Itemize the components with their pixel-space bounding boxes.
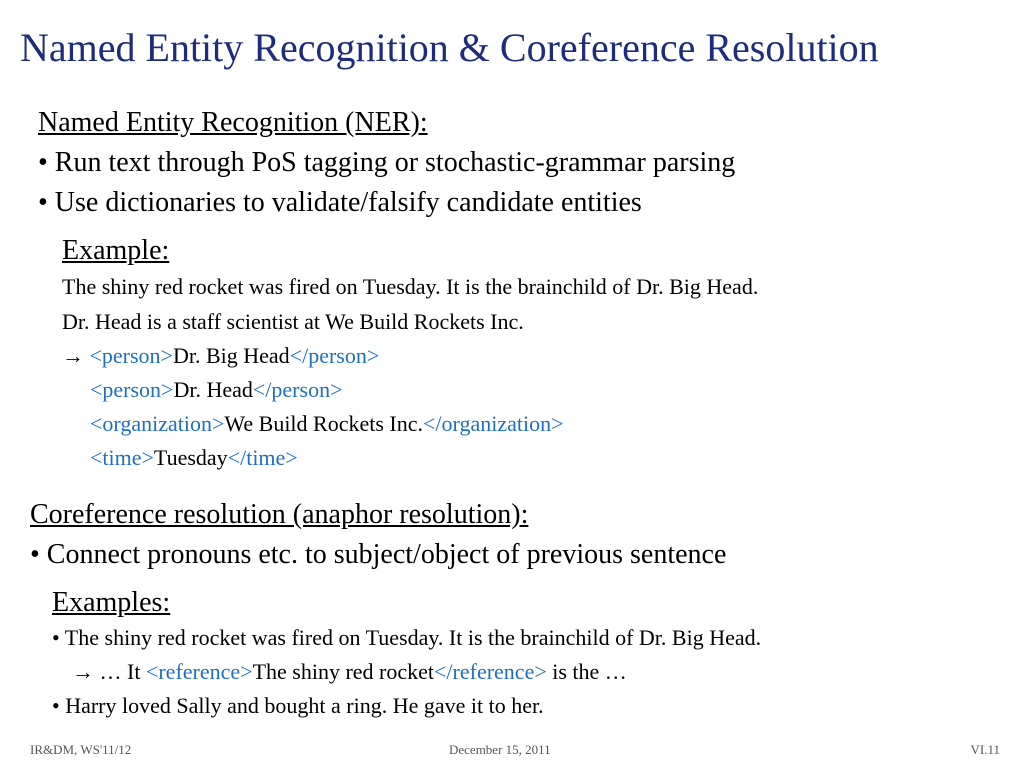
reference-text: The shiny red rocket [252, 659, 435, 684]
tag-open: <person> [90, 377, 174, 402]
ner-heading: Named Entity Recognition (NER): [38, 107, 428, 138]
entity-text: We Build Rockets Inc. [224, 411, 424, 436]
footer-right: VI.11 [970, 742, 1000, 757]
ner-annotation-4 [90, 444, 298, 472]
tag-open: <reference> [145, 659, 253, 684]
tag-open: <person> [89, 343, 173, 368]
arrow-icon: → [62, 343, 84, 368]
tag-close: </reference> [434, 659, 547, 684]
tag-open: <time> [90, 445, 154, 470]
ner-annotation-1 [62, 342, 379, 370]
footer-center: December 15, 2011 [449, 742, 551, 757]
coref-example-2: • Harry loved Sally and bought a ring. He gave it to her. [52, 693, 544, 718]
entity-text: Tuesday [153, 445, 228, 470]
result-prefix: … It [94, 659, 146, 684]
footer-left: IR&DM, WS'11/12 [30, 742, 132, 757]
ner-example-line-1: The shiny red rocket was fired on Tuesday. It is the brainchild of Dr. Big Head. [62, 274, 759, 299]
ner-example-heading: Example: [62, 235, 170, 266]
ner-bullet-1: • Run text through PoS tagging or stochastic-grammar parsing [38, 147, 736, 178]
tag-close: </person> [252, 377, 343, 402]
entity-text: Dr. Big Head [172, 343, 290, 368]
coref-examples-heading: Examples: [52, 587, 171, 618]
coref-example-1-result [72, 658, 627, 686]
tag-close: </person> [289, 343, 380, 368]
ner-example-line-2: Dr. Head is a staff scientist at We Build Rockets Inc. [62, 309, 524, 334]
slide-title: Named Entity Recognition & Coreference Resolution [20, 25, 879, 70]
coref-bullet: • Connect pronouns etc. to subject/object of previous sentence [30, 539, 727, 570]
arrow-icon: → [72, 659, 94, 684]
ner-bullet-2: • Use dictionaries to validate/falsify candidate entities [38, 187, 642, 218]
tag-close: </time> [227, 445, 298, 470]
tag-open: <organization> [90, 411, 225, 436]
coref-heading: Coreference resolution (anaphor resolution): [30, 499, 529, 530]
tag-close: </organization> [423, 411, 564, 436]
entity-text: Dr. Head [173, 377, 253, 402]
ner-annotation-3 [90, 410, 564, 438]
result-suffix: is the … [546, 659, 627, 684]
coref-example-1: • The shiny red rocket was fired on Tuesday. It is the brainchild of Dr. Big Head. [52, 625, 762, 650]
ner-annotation-2 [90, 376, 342, 404]
